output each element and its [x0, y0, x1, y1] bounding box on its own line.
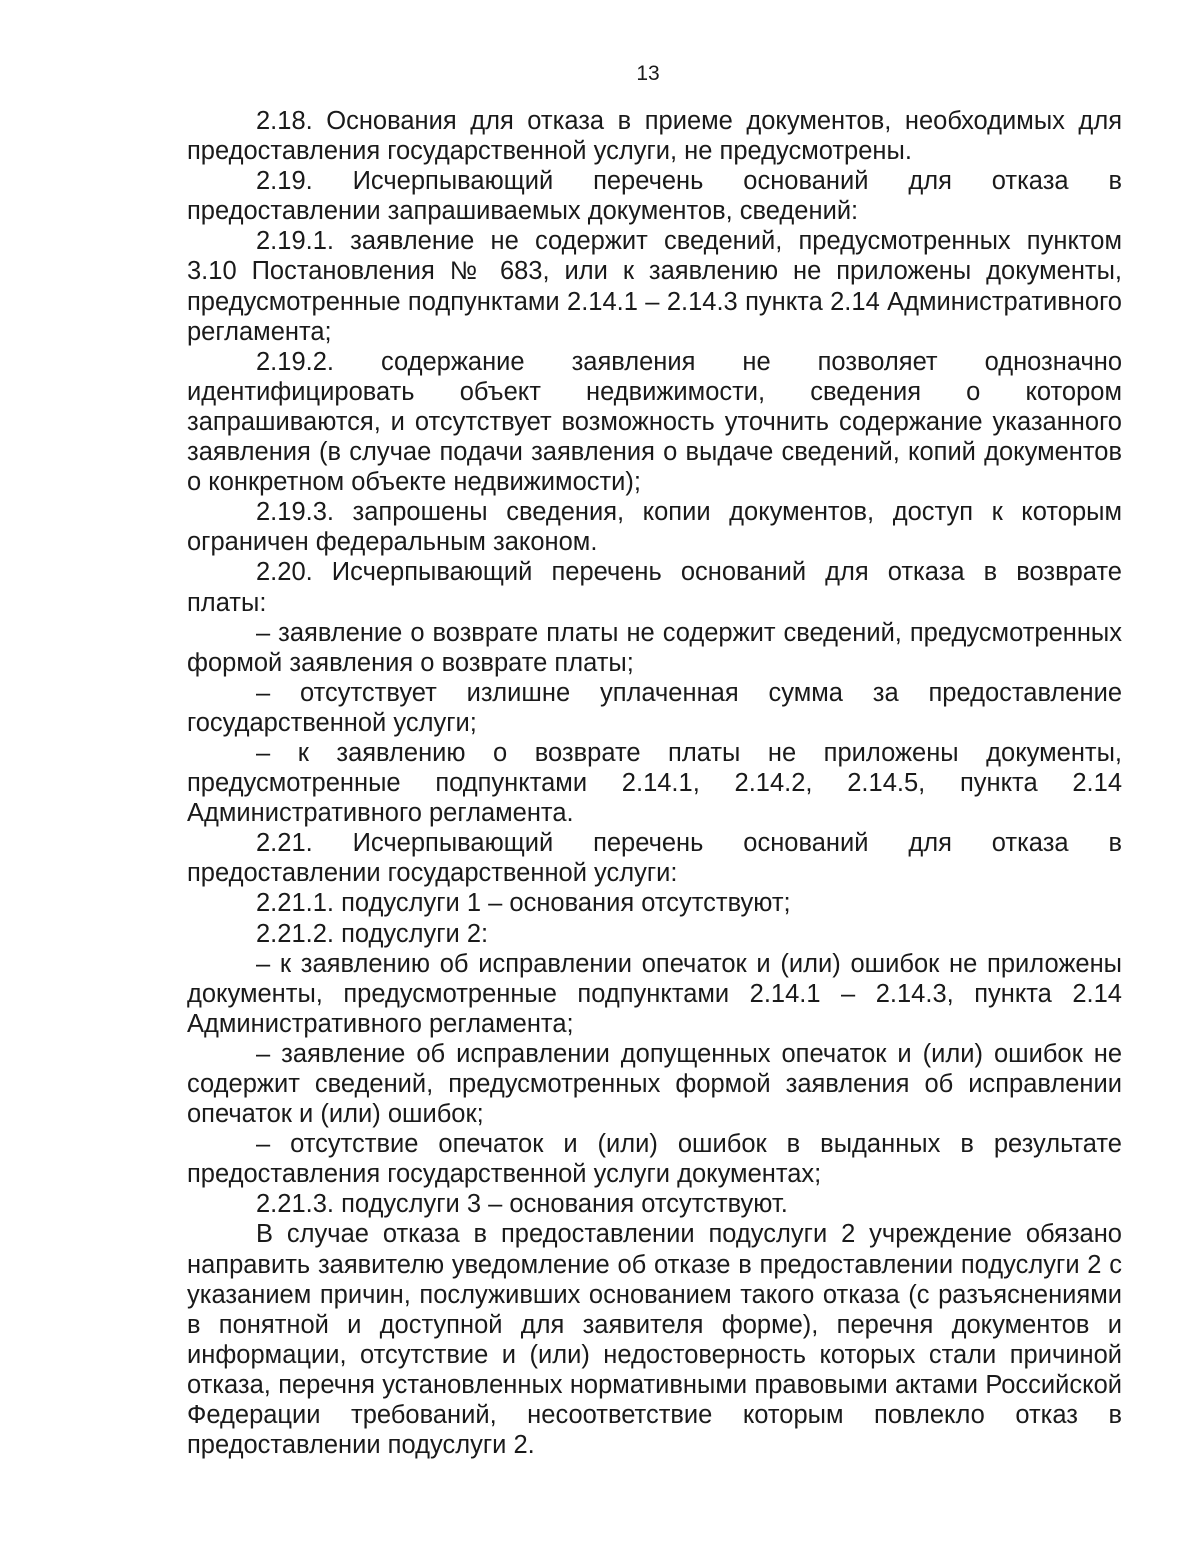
paragraph-2-19: 2.19. Исчерпывающий перечень оснований для отказа в предоставлении запрашиваемых документов, сведений:: [187, 167, 1122, 226]
paragraph-2-20: 2.20. Исчерпывающий перечень оснований для отказа в возврате платы:: [187, 558, 1122, 617]
list-item-2-20-c: – к заявлению о возврате платы не приложены документы, предусмотренные подпунктами 2.14.1, 2.14.2, 2.14.5, пункта 2.14 Административного регламента.: [187, 738, 1122, 828]
page-number: 13: [636, 62, 660, 85]
document-body: [187, 106, 1122, 1460]
paragraph-2-18: 2.18. Основания для отказа в приеме документов, необходимых для предоставления государственной услуги, не предусмотрены.: [187, 107, 1122, 166]
paragraph-2-19-3: 2.19.3. запрошены сведения, копии документов, доступ к которым ограничен федеральным законом.: [187, 498, 1122, 557]
list-item-2-21-2-a: – к заявлению об исправлении опечаток и (или) ошибок не приложены документы, предусмотренные подпунктами 2.14.1 – 2.14.3, пункта 2.14 Административного регламента;: [187, 949, 1122, 1038]
list-item-2-21-2-c: – отсутствие опечаток и (или) ошибок в выданных в результате предоставления государственной услуги документах;: [187, 1130, 1122, 1189]
paragraph-2-21: 2.21. Исчерпывающий перечень оснований для отказа в предоставлении государственной услуги:: [187, 829, 1122, 888]
paragraph-2-21-3: 2.21.3. подуслуги 3 – основания отсутствуют.: [256, 1190, 788, 1219]
paragraph-2-21-2: 2.21.2. подуслуги 2:: [256, 919, 489, 948]
paragraph-2-19-1: 2.19.1. заявление не содержит сведений, предусмотренных пунктом 3.10 Постановления № 683, или к заявлению не приложены документы, предусмотренные подпунктами 2.14.1 – 2.14.3 пункта 2.14 Административного регламента;: [187, 227, 1122, 346]
paragraph-2-19-2: 2.19.2. содержание заявления не позволяет однозначно идентифицировать объект недвижимости, сведения о котором запрашиваются, и отсутствует возможность уточнить содержание указанного заявления (в случае подачи заявления о выдаче сведений, копий документов о конкретном объекте недвижимости);: [187, 347, 1122, 497]
paragraph-2-21-1: 2.21.1. подуслуги 1 – основания отсутствуют;: [256, 889, 791, 918]
list-item-2-21-2-b: – заявление об исправлении допущенных опечаток и (или) ошибок не содержит сведений, предусмотренных формой заявления об исправлении опечаток и (или) ошибок;: [187, 1039, 1122, 1129]
list-item-2-20-a: – заявление о возврате платы не содержит сведений, предусмотренных формой заявления о возврате платы;: [187, 618, 1122, 677]
paragraph-refusal-notice: В случае отказа в предоставлении подуслуги 2 учреждение обязано направить заявителю уведомление об отказе в предоставлении подуслуги 2 с указанием причин, послуживших основанием такого отказа (с разъяснениями в понятной и доступной для заявителя форме), перечня документов и информации, отсутствие и (или) недостоверность которых стали причиной отказа, перечня установленных нормативными правовыми актами Российской Федерации требований, несоответствие которым повлекло отказ в предоставлении подуслуги 2.: [187, 1220, 1122, 1460]
list-item-2-20-b: – отсутствует излишне уплаченная сумма за предоставление государственной услуги;: [187, 678, 1122, 737]
